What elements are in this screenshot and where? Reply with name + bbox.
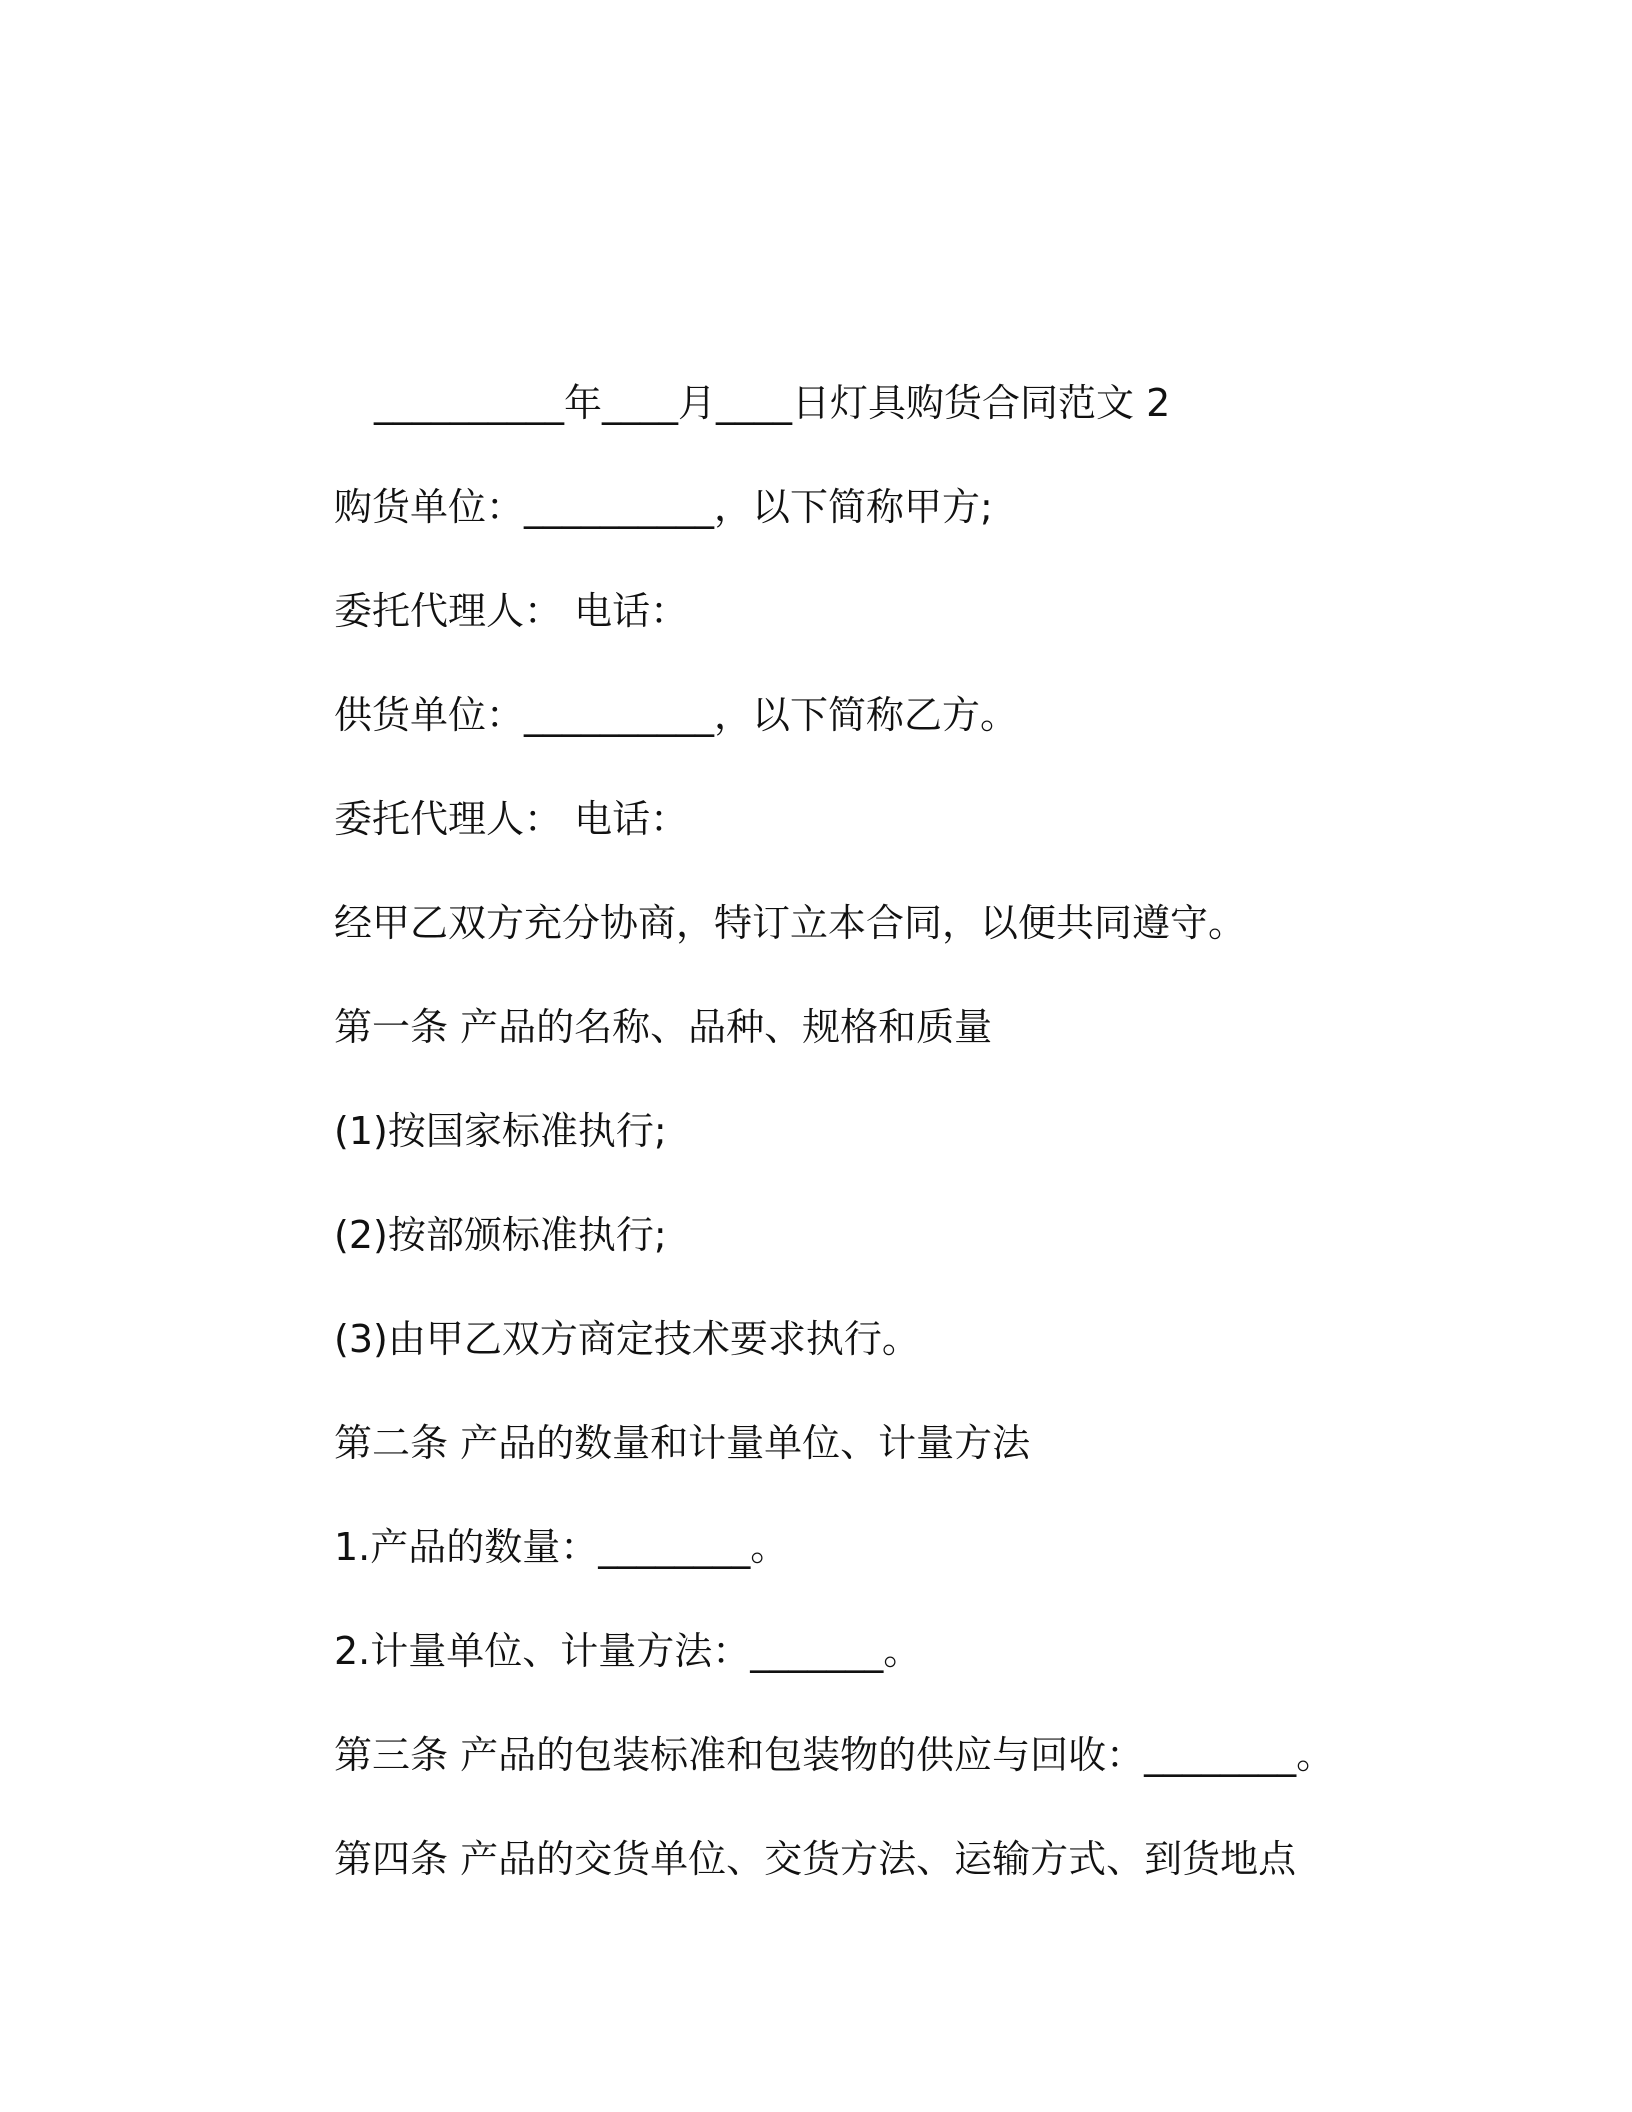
preamble-line: 经甲乙双方充分协商，特订立本合同，以便共同遵守。 bbox=[334, 901, 1247, 945]
supplier-unit-line: 供货单位：__________，以下简称乙方。 bbox=[334, 693, 1019, 737]
article-1-item-1: (1)按国家标准执行; bbox=[334, 1109, 667, 1153]
document-title: __________年____月____日灯具购货合同范文 2 bbox=[374, 381, 1171, 425]
article-2-item-1: 1.产品的数量：________。 bbox=[334, 1525, 789, 1569]
document-body bbox=[334, 380, 1334, 1940]
article-1-heading: 第一条 产品的名称、品种、规格和质量 bbox=[334, 1005, 993, 1049]
article-1-item-3: (3)由甲乙双方商定技术要求执行。 bbox=[334, 1317, 920, 1361]
article-4-heading: 第四条 产品的交货单位、交货方法、运输方式、到货地点 bbox=[334, 1837, 1297, 1881]
buyer-unit-line: 购货单位：__________，以下简称甲方; bbox=[334, 485, 993, 529]
article-1-item-2: (2)按部颁标准执行; bbox=[334, 1213, 667, 1257]
article-2-item-2: 2.计量单位、计量方法：_______。 bbox=[334, 1629, 922, 1673]
supplier-agent-line: 委托代理人： 电话： bbox=[334, 797, 689, 841]
buyer-agent-line: 委托代理人： 电话： bbox=[334, 589, 689, 633]
article-2-heading: 第二条 产品的数量和计量单位、计量方法 bbox=[334, 1421, 1031, 1465]
article-3-heading: 第三条 产品的包装标准和包装物的供应与回收：________。 bbox=[334, 1733, 1335, 1777]
